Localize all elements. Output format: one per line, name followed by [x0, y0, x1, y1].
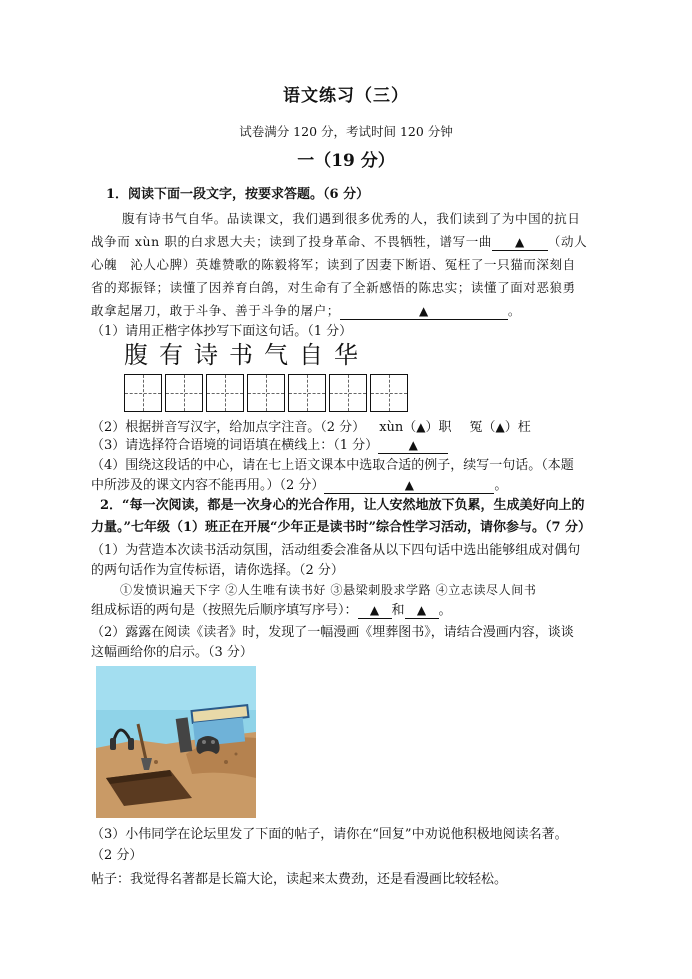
grid-cell[interactable]: [370, 374, 408, 412]
triangle-marker: ▲: [404, 478, 415, 492]
grid-cell[interactable]: [165, 374, 203, 412]
answer-prefix: 组成标语的两句是（按照先后顺序填写序号）：: [91, 603, 358, 618]
grid-cell[interactable]: [247, 374, 285, 412]
writing-grid[interactable]: [124, 374, 411, 412]
passage-line-5: [91, 301, 521, 321]
grid-cell[interactable]: [124, 374, 162, 412]
triangle-marker: ▲: [408, 438, 418, 452]
q2-sub2-line1: （2）露露在阅读《读者》时，发现了一幅漫画《埋葬图书》，请结合漫画内容，谈谈: [91, 625, 574, 640]
q2-sub3-line1: （3）小伟同学在论坛里发了下面的帖子，请你在“回复”中劝说他积极地阅读名著。: [91, 827, 568, 842]
q1-sub4-line2: [91, 476, 507, 496]
q1-sub2-text: （2）根据拼音写汉字，给加点字注音。（2 分）: [91, 420, 366, 435]
period: 。: [494, 478, 508, 493]
blank-word[interactable]: [378, 437, 448, 454]
passage-line-2-end: （动人: [547, 234, 588, 249]
passage-line-4: 省的郑振铎；读懂了因养育白鸽，对生命有了全新感悟的陈忠实；读懂了面对恶狼勇: [91, 280, 576, 295]
char-zhi: ）职: [425, 420, 452, 435]
q1-heading: 1．阅读下面一段文字，按要求答题。（6 分）: [106, 187, 370, 202]
char-wang: ）枉: [504, 420, 531, 435]
q2-answer-line: [91, 601, 452, 621]
calligraphy-sample: 腹有诗书气自华: [124, 341, 369, 369]
blank-second-choice[interactable]: [405, 602, 439, 619]
passage-line-2-text: 战争而 xùn 职的白求恩大夫；读到了投身革命、不畏牺牲，谱写一曲: [91, 234, 492, 249]
forum-post: 帖子：我觉得名著都是长篇大论，读起来太费劲，还是看漫画比较轻松。: [91, 872, 508, 887]
period: 。: [507, 303, 522, 318]
triangle-marker: ▲: [369, 603, 380, 617]
q1-sub3: [91, 436, 448, 456]
comic-burying-books: [96, 666, 256, 818]
q1-sub4-line1: （4）围绕这段话的中心，请在七上语文课本中选取合适的例子，续写一句话。（本题: [91, 458, 574, 473]
blank-continuation[interactable]: [340, 303, 508, 320]
triangle-marker: ▲: [514, 235, 525, 249]
q2-sub3-line2: （2 分）: [91, 848, 143, 863]
blank-word-choice[interactable]: [492, 234, 548, 251]
comic-illustration: [96, 666, 256, 818]
passage-line-2: [91, 232, 587, 252]
passage-line-1: 腹有诗书气自华。品读课文，我们遇到很多优秀的人，我们读到了为中国的抗日: [122, 211, 581, 226]
answer-end: 。: [438, 603, 452, 618]
char-yuan: 冤（: [469, 420, 496, 435]
grid-cell[interactable]: [288, 374, 326, 412]
q1-sub3-text: （3）请选择符合语境的词语填在横线上：（1 分）: [91, 438, 379, 453]
q2-sub1-line2: 的两句话作为宣传标语，请你选择。（2 分）: [91, 563, 344, 578]
slogan-options: ①发愤识遍天下字 ②人生唯有读书好 ③悬梁刺股求学路 ④立志读尽人间书: [120, 583, 537, 597]
section-heading: 一（19 分）: [297, 151, 395, 171]
passage-line-3: 心魄 沁人心脾）英雄赞歌的陈毅将军；读到了因妻下断语、冤枉了一只猫而深刻自: [91, 257, 576, 272]
blank-first-choice[interactable]: [358, 602, 392, 619]
grid-cell[interactable]: [206, 374, 244, 412]
answer-and: 和: [391, 603, 405, 618]
q1-sub4-text: 中所涉及的课文内容不能再用。）（2 分）: [91, 478, 325, 493]
triangle-marker: ▲: [418, 304, 429, 318]
q2-heading-line1: 2．“每一次阅读，都是一次身心的光合作用，让人安然地放下负累，生成美好向上的: [100, 498, 585, 513]
triangle-marker[interactable]: ▲: [416, 420, 426, 434]
pinyin-xun: xùn（: [379, 420, 417, 435]
passage-line-5-text: 敢拿起屠刀，敢于斗争、善于斗争的屠户；: [91, 303, 340, 318]
grid-cell[interactable]: [329, 374, 367, 412]
q1-sub1: （1）请用正楷字体抄写下面这句话。（1 分）: [91, 324, 353, 339]
q1-sub2: [91, 417, 531, 438]
q2-heading-line2: 力量。”七年级（1）班正在开展“少年正是读书时”综合性学习活动，请你参与。（7 分）: [91, 520, 592, 535]
triangle-marker[interactable]: ▲: [495, 420, 505, 434]
blank-sentence[interactable]: [324, 477, 494, 494]
page-title: 语文练习（三）: [283, 86, 409, 106]
q2-sub1-line1: （1）为营造本次读书活动氛围，活动组委会准备从以下四句话中选出能够组成对偶句: [91, 543, 581, 558]
exam-info: 试卷满分 120 分，考试时间 120 分钟: [239, 124, 453, 139]
triangle-marker: ▲: [416, 603, 427, 617]
q2-sub2-line2: 这幅画给你的启示。（3 分）: [91, 645, 253, 660]
